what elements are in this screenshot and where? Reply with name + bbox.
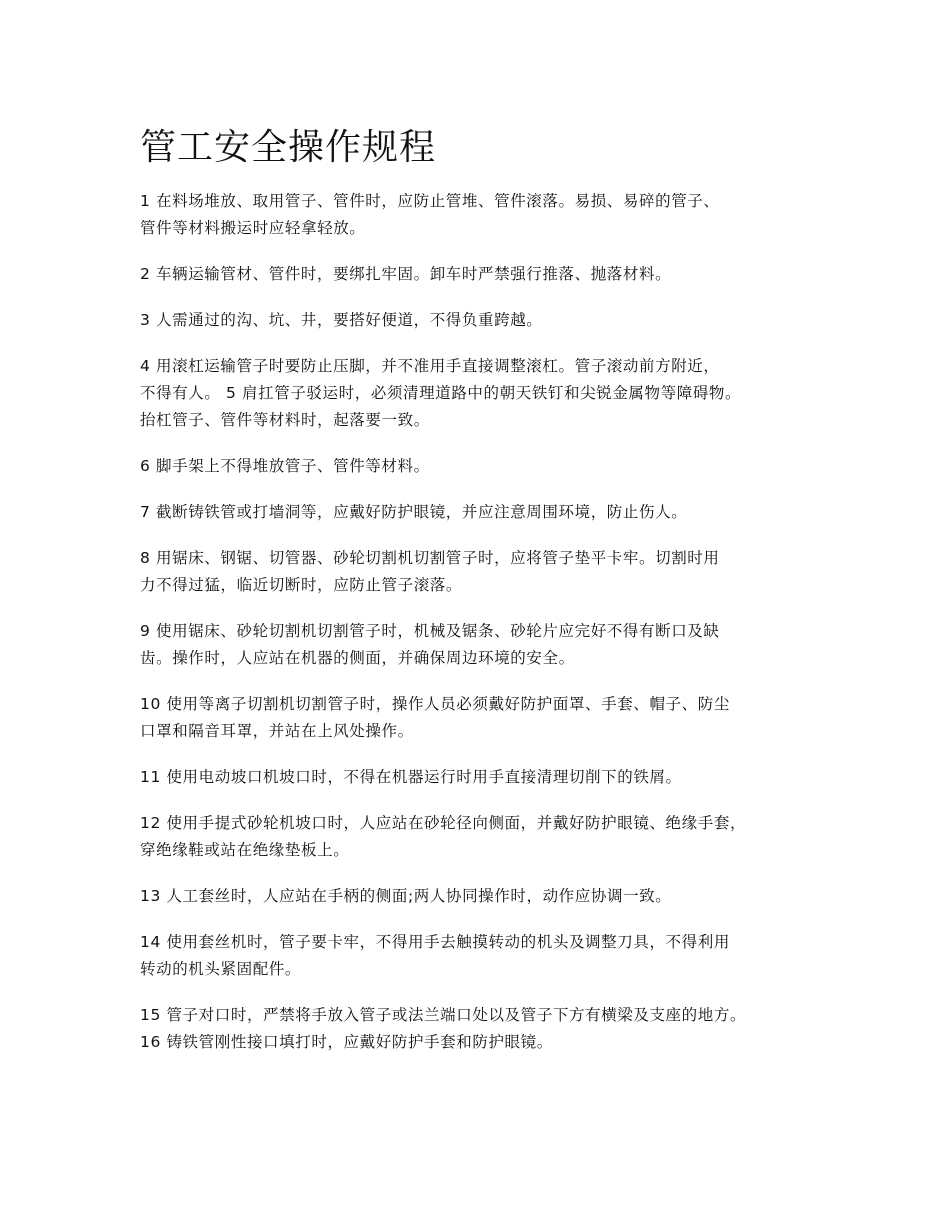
document-page: [140, 120, 830, 1075]
paragraph-3: 3 人需通过的沟、坑、井，要搭好便道，不得负重跨越。: [140, 311, 543, 329]
paragraph-9: 9 使用锯床、砂轮切割机切割管子时，机械及锯条、砂轮片应完好不得有断口及缺 齿。操作时，人应站在机器的侧面，并确保周边环境的安全。: [140, 622, 720, 667]
paragraph-1: 1 在料场堆放、取用管子、管件时，应防止管堆、管件滚落。易损、易碎的管子、 管件等材料搬运时应轻拿轻放。: [140, 192, 720, 237]
paragraph-6: 6 脚手架上不得堆放管子、管件等材料。: [140, 457, 430, 475]
paragraph-8: 8 用锯床、钢锯、切管器、砂轮切割机切割管子时，应将管子垫平卡牢。切割时用 力不得过猛，临近切断时，应防止管子滚落。: [140, 549, 720, 594]
paragraph-13: 13 人工套丝时，人应站在手柄的侧面;两人协同操作时，动作应协调一致。: [140, 887, 672, 905]
paragraph-4-5: 4 用滚杠运输管子时要防止压脚，并不准用手直接调整滚杠。管子滚动前方附近， 不得有人。 5 肩扛管子驳运时，必须清理道路中的朝天铁钉和尖锐金属物等障碍物。 抬杠管子、管件等材料时，起落要一致。: [140, 357, 742, 429]
paragraph-14: 14 使用套丝机时，管子要卡牢，不得用手去触摸转动的机头及调整刀具，不得利用 转动的机头紧固配件。: [140, 933, 730, 978]
paragraph-11: 11 使用电动坡口机坡口时，不得在机器运行时用手直接清理切削下的铁屑。: [140, 768, 682, 786]
paragraph-12: 12 使用手提式砂轮机坡口时，人应站在砂轮径向侧面，并戴好防护眼镜、绝缘手套， 穿绝缘鞋或站在绝缘垫板上。: [140, 814, 747, 859]
page-title: 管工安全操作规程: [140, 127, 437, 168]
paragraph-2: 2 车辆运输管材、管件时，要绑扎牢固。卸车时严禁强行推落、抛落材料。: [140, 265, 672, 283]
paragraph-10: 10 使用等离子切割机切割管子时，操作人员必须戴好防护面罩、手套、帽子、防尘 口罩和隔音耳罩，并站在上风处操作。: [140, 695, 730, 740]
paragraph-15-16: 15 管子对口时，严禁将手放入管子或法兰端口处以及管子下方有横梁及支座的地方。 16 铸铁管刚性接口填打时，应戴好防护手套和防护眼镜。: [140, 1006, 747, 1051]
paragraph-7: 7 截断铸铁管或打墙洞等，应戴好防护眼镜，并应注意周围环境，防止伤人。: [140, 503, 688, 521]
